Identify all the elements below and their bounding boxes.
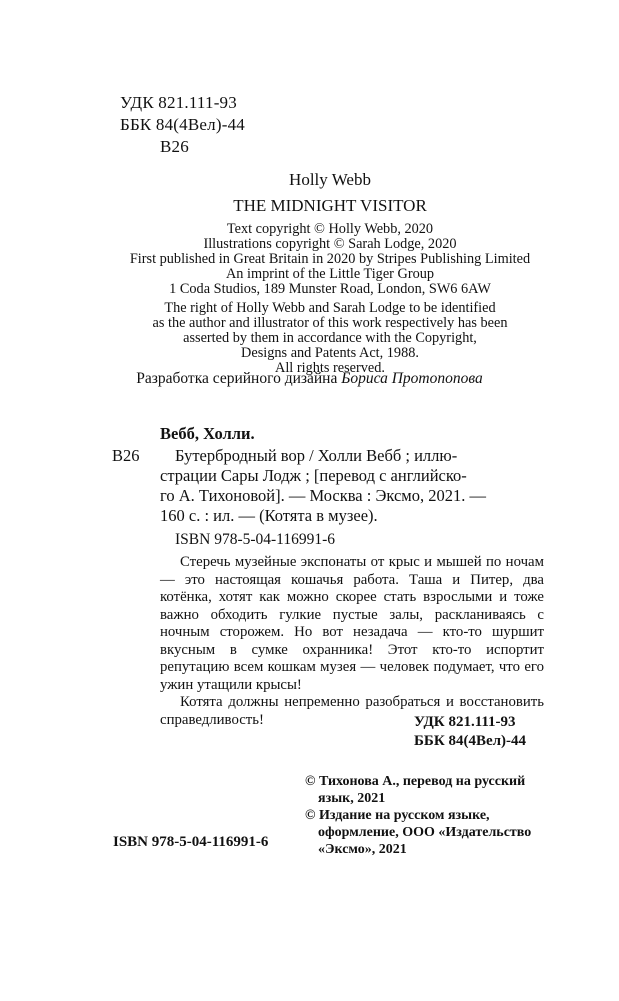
udk-code: УДК 821.111-93 bbox=[120, 93, 237, 112]
bbk-code: ББК 84(4Вел)-44 bbox=[120, 115, 245, 134]
first-published: First published in Great Britain in 2020 by Stripes Publishing Limited bbox=[129, 251, 531, 267]
catalog-line: го А. Тихоновой]. — Москва : Эксмо, 2021. — bbox=[160, 486, 486, 505]
original-title: THE MIDNIGHT VISITOR bbox=[233, 196, 427, 215]
rights-line: as the author and illustrator of this work respectively has been bbox=[152, 315, 508, 331]
copyright-line: © Тихонова А., перевод на русский bbox=[305, 774, 526, 789]
designer-name: Бориса Протопопова bbox=[341, 370, 483, 387]
annotation bbox=[160, 554, 544, 729]
catalog-line: Бутербродный вор / Холли Вебб ; иллю- bbox=[175, 446, 458, 465]
author-mark: В26 bbox=[160, 137, 189, 156]
copyright-isbn: ISBN 978-5-04-116991-6 bbox=[113, 834, 269, 850]
original-author: Holly Webb bbox=[289, 170, 371, 189]
annotation-paragraph: Стеречь музейные экспонаты от крыс и мышей по ночам — это настоящая кошачья работа. Таша и Питер, два котёнка, хотят как можно скорее стать взрослыми и тоже важно обходить гулкие пустые залы, раскланиваясь с ночным сторожем. Но вот незадача — кто-то шуршит вкусным в сумке охранника! Этот кто-то испортит репутацию всем кошкам музея — человек подумает, что его ужин утащили крысы! bbox=[160, 554, 544, 693]
illustrations-copyright: Illustrations copyright © Sarah Lodge, 2020 bbox=[203, 236, 457, 252]
copyright-line: © Издание на русском языке, bbox=[305, 808, 490, 823]
text-copyright: Text copyright © Holly Webb, 2020 bbox=[226, 221, 434, 237]
catalog-mark: В26 bbox=[112, 446, 140, 465]
annotation-paragraph: Котята должны непременно разобраться и восстановить справедливость! bbox=[160, 694, 544, 728]
rights-line: Designs and Patents Act, 1988. bbox=[241, 345, 419, 361]
rights-line: The right of Holly Webb and Sarah Lodge to be identified bbox=[164, 300, 496, 316]
address: 1 Coda Studios, 189 Munster Road, London, SW6 6AW bbox=[169, 281, 491, 297]
copyright-line: «Эксмо», 2021 bbox=[318, 842, 407, 857]
copyright-line: оформление, ООО «Издательство bbox=[318, 825, 532, 840]
catalog-line: 160 с. : ил. — (Котята в музее). bbox=[160, 506, 378, 525]
catalog-isbn: ISBN 978-5-04-116991-6 bbox=[175, 531, 336, 548]
annotation-bbk: ББК 84(4Вел)-44 bbox=[414, 733, 527, 749]
copyright-line: язык, 2021 bbox=[318, 791, 386, 806]
catalog-line: страции Сары Лодж ; [перевод с английско- bbox=[160, 466, 467, 485]
rights-line: asserted by them in accordance with the Copyright, bbox=[183, 330, 477, 346]
design-credit-prefix: Разработка серийного дизайна bbox=[136, 370, 338, 387]
design-credit bbox=[0, 370, 619, 388]
catalog-heading: Вебб, Холли. bbox=[160, 424, 255, 443]
imprint: An imprint of the Little Tiger Group bbox=[225, 266, 435, 282]
all-rights-reserved: All rights reserved. bbox=[275, 360, 385, 376]
original-edition-info bbox=[100, 170, 560, 376]
annotation-udk: УДК 821.111-93 bbox=[414, 714, 516, 730]
